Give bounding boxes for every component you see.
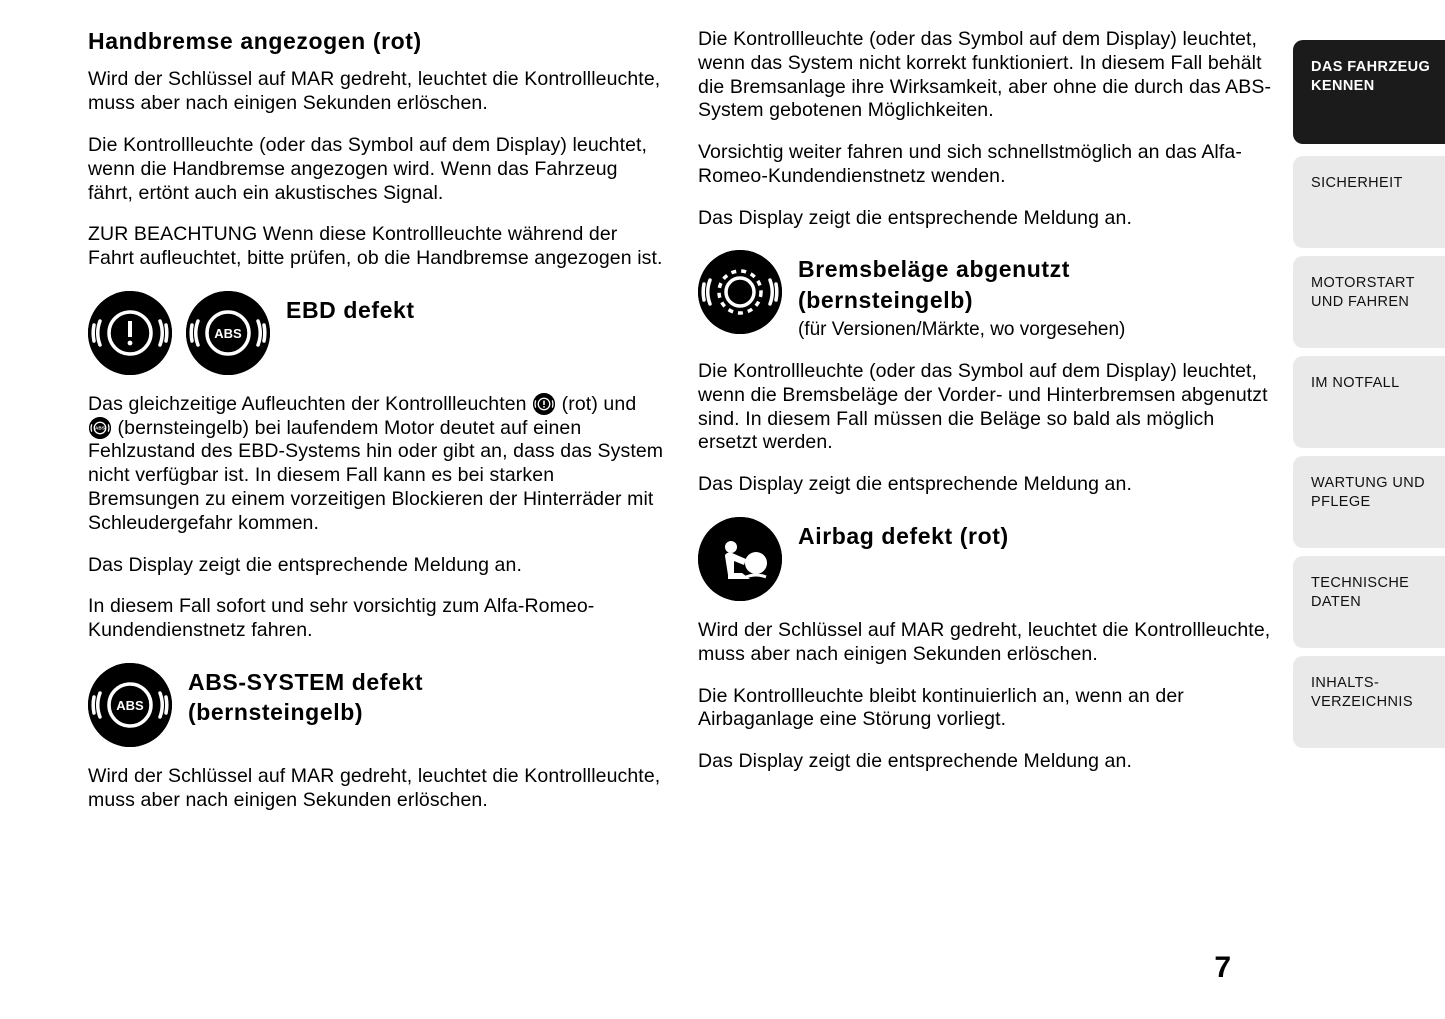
icon-group [88,289,270,375]
sidebar-item-inhaltsverzeichnis[interactable]: INHALTS-VERZEICHNIS [1293,656,1445,748]
section-subtitle: (für Versionen/Märkte, wo vorgesehen) [798,319,1126,341]
icon-group [698,515,782,601]
page-number: 7 [1214,951,1231,984]
abs-warning-icon [89,417,111,439]
icon-group [88,661,172,747]
paragraph: ZUR BEACHTUNG Wenn diese Kontrollleuchte während der Fahrt aufleuchtet, bitte prüfen, ob die Handbremse angezogen ist. [88,223,663,270]
paragraph: Die Kontrollleuchte (oder das Symbol auf dem Display) leuchtet, wenn die Handbremse angezogen wird. Wenn das Fahrzeug fährt, ertönt auch ein akustisches Signal. [88,134,648,204]
paragraph: Wird der Schlüssel auf MAR gedreht, leuchtet die Kontrollleuchte, muss aber nach einigen Sekunden erlöschen. [88,764,661,811]
section-title-ebd: EBD defekt [286,296,415,323]
paragraph: Das Display zeigt die entsprechende Meldung an. [698,750,1132,773]
paragraph-text: (bernsteingelb) bei laufendem Motor deutet auf einen Fehlzustand des EBD-Systems hin oder gibt an, dass das System nicht verfügbar ist. In diesem Fall kann es bei starken Bremsungen zu einem vorzeitigen Blockieren der Hinterräder mit Schleudergefahr kommen. [88,416,664,534]
icon-group [698,248,782,334]
paragraph-text: (rot) und [561,392,637,415]
sidebar-item-motorstart-und-fahren[interactable]: MOTORSTART UND FAHREN [1293,256,1445,348]
section-header-airbag [698,515,1274,601]
section-title-bremsbelaege-line1: Bremsbeläge abgenutzt [798,256,1071,283]
sidebar-item-das-fahrzeug-kennen[interactable]: DAS FAHRZEUG KENNEN [1293,40,1445,144]
section-title-bremsbelaege-line2: (bernsteingelb) [798,286,974,313]
paragraph: Die Kontrollleuchte bleibt kontinuierlich an, wenn an der Airbaganlage eine Störung vorliegt. [698,684,1184,731]
abs-warning-icon [88,663,172,747]
sidebar-item-wartung-und-pflege[interactable]: WARTUNG UND PFLEGE [1293,456,1445,548]
section-title-block [798,515,1009,553]
section-title-block [286,289,415,327]
section-tab-rail [1293,0,1445,1019]
section-title-handbremse: Handbremse angezogen (rot) [88,28,422,54]
right-column [698,28,1274,831]
paragraph: Das Display zeigt die entsprechende Meldung an. [698,206,1132,229]
section-header-ebd [88,289,664,375]
paragraph: In diesem Fall sofort und sehr vorsichtig zum Alfa-Romeo-Kundendienstnetz fahren. [88,595,595,642]
section-header-bremsbelaege [698,248,1274,342]
svg-text:ABS: ABS [116,697,144,713]
paragraph-ebd-main [88,393,664,536]
left-column [88,28,664,831]
abs-warning-icon [186,291,270,375]
paragraph: Wird der Schlüssel auf MAR gedreht, leuchtet die Kontrollleuchte, muss aber nach einigen Sekunden erlöschen. [88,68,661,115]
section-title-abs-line2: (bernsteingelb) [188,699,364,726]
airbag-warning-icon [698,517,782,601]
sidebar-item-im-notfall[interactable]: IM NOTFALL [1293,356,1445,448]
sidebar-item-sicherheit[interactable]: SICHERHEIT [1293,156,1445,248]
section-title-abs-line1: ABS-SYSTEM defekt [188,668,424,695]
paragraph-text: Das gleichzeitige Aufleuchten der Kontrollleuchten [88,392,527,415]
paragraph: Das Display zeigt die entsprechende Meldung an. [698,473,1132,496]
brake-warning-icon [88,291,172,375]
paragraph: Die Kontrollleuchte (oder das Symbol auf dem Display) leuchtet, wenn die Bremsbeläge der Vorder- und Hinterbremsen abgenutzt sind. In diesem Fall müssen die Beläge so bald als möglich ersetzt werden. [698,360,1268,454]
section-title-block [798,248,1125,342]
paragraph: Das Display zeigt die entsprechende Meldung an. [88,553,522,576]
section-header-abs [88,661,664,747]
svg-text:ABS: ABS [214,325,242,341]
paragraph: Vorsichtig weiter fahren und sich schnellstmöglich an das Alfa-Romeo-Kundendienstnetz wenden. [698,141,1242,187]
section-title-block [188,661,423,730]
paragraph: Wird der Schlüssel auf MAR gedreht, leuchtet die Kontrollleuchte, muss aber nach einigen Sekunden erlöschen. [698,619,1271,665]
paragraph: Die Kontrollleuchte (oder das Symbol auf dem Display) leuchtet, wenn das System nicht korrekt funktioniert. In diesem Fall behält die Bremsanlage ihre Wirksamkeit, aber ohne die durch das ABS-System gebotenen Möglichkeiten. [698,28,1272,122]
svg-text:ABS: ABS [94,425,106,431]
two-column-layout [0,28,1293,831]
sidebar-item-technische-daten[interactable]: TECHNISCHE DATEN [1293,556,1445,648]
brake-warning-icon [533,393,555,415]
brake-pad-wear-icon [698,250,782,334]
section-title-airbag: Airbag defekt (rot) [798,523,1009,550]
